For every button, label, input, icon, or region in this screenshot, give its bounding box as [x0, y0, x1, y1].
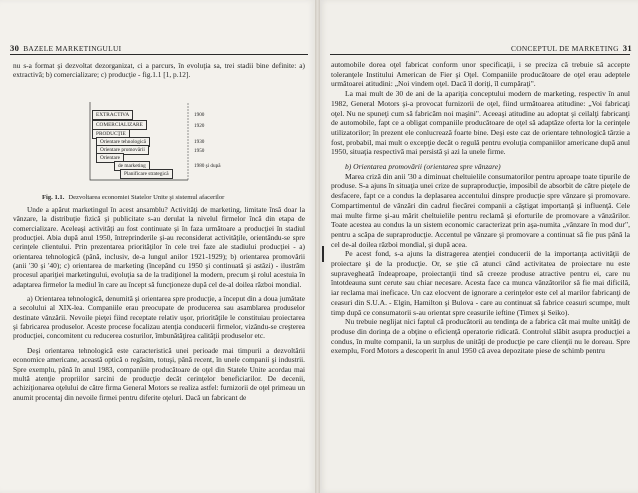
stage-year-3: 1930 — [194, 139, 205, 145]
page-number-left: 30 — [10, 43, 20, 53]
left-paragraph-3: Deşi orientarea tehnologică este caracteristică unei perioade mai timpurii a dezvoltării economice americane, această optică o regăsim, totuşi, până recent, în unele companii şi industrii. Spre exemplu, până în anul 1983, companiile producătoare de oţel din Statele Unite acordau mai multă atenţie propriilor sarcini de producţie decât cerinţelor beneficiarilor. De decenii, achiziţionarea oţelului de către firma General Motors se realiza astfel: furnizorii de oţel primeau un anumit procentaj din nevoile firmei pentru diferite oţeluri. Dacă un fabricant de — [13, 345, 305, 402]
right-paragraph-1: automobile dorea oţel fabricat conform unor specificaţii, i se preciza că trebuie să accepte toleranţele Institului American de Fier şi Oţel. Companiile producătoare de oţel erau adeptele următoarei atitudini: „Noi vindem oţel. Dacă îl doriţi, îl cumpăraţi". — [331, 60, 630, 89]
stages-diagram — [70, 98, 240, 184]
page-number-right: 31 — [622, 43, 632, 53]
header-rule-right — [330, 54, 630, 55]
running-head-left-title: BAZELE MARKETINGULUI — [23, 44, 122, 53]
right-paragraph-5: Nu trebuie neglijat nici faptul că producătorii au tendinţa de a fabrica cât mai multe unităţi de produse din dorinţa de a obţine o eficienţă operatorie ridicată. Controlul slăbit asupra producţiei a condus, în multe companii, la un surplus de unităţi de producţie pe care clienţii nu le doreau. Spre exemplu, Ford Motors a descoperit în anul 1950 că avea depozitate piese de schimb pentru — [331, 317, 630, 356]
right-paragraph-4: Pe acest fond, s-a ajuns la distragerea atenţiei conducerii de la importanţa activităţii de proiectare şi de la producţie. Or, se ştie că atunci când activitatea de proiectare nu este supravegheată îndeaproape, proiectanţii tind să creeze produse atractive pentru ei, care nu întotdeauna sunt cerute sau chiar necesare. Acesta face ca munca vânzătorilor să fie mai dificilă, iar reclama mai ineficace. Un caz elocvent de ignorare a cerinţelor este cel al marilor fabricanţi de ceasuri din S.U.A. - Elgin, Hamilton şi Bulova - care au continuat să fabrice ceasuri scumpe, mult timp după ce consumatorii s-au orientat spre ceasurile ieftine (Timex şi Seiko). — [331, 249, 630, 317]
stage-year-4: 1950 — [194, 148, 205, 154]
book-gutter — [315, 0, 320, 493]
stage-box-0: EXTRACTIVA — [92, 110, 133, 120]
figure-caption-text: Dezvoltarea economiei Statelor Unite şi sistemul afacerilor — [68, 194, 225, 201]
left-intro-text — [13, 61, 305, 80]
stage-box-6: de marketing — [114, 161, 150, 171]
margin-mark — [322, 246, 324, 262]
figure-caption — [42, 194, 224, 201]
right-paragraph-3: Marea criză din anii '30 a diminuat cheltuielile consumatorilor pentru aproape toate tipurile de produse. S-a ajuns în situaţia unei crize de supraproducţie, imposibil de absorbit de către pieţele de desfacere, fapt ce a condus la deplasarea accentului dinspre producţie spre vânzare şi promovare. Compartimentul de vânzări din cadrul fiecărei companii a câştigat importanţă şi influenţă. Cele mai multe firme şi-au mărit cheltuielile pentru reclamă şi eforturile de promovare a vânzărilor. Toate acestea au condus la un sistem economic caracterizat prin aşa-numita „vânzare în mod dur", pentru a scăpa de supraproducţie. Accentul pe vânzare şi promovare a continuat să fie pus până la cel de-al doilea război mondial, şi după acea. — [331, 171, 630, 249]
stage-box-4: Orientare promovării — [96, 145, 149, 155]
left-paragraph-1: Unde a apărut marketingul în acest ansamblu? Activităţi de marketing, limitate însă doar la vânzare, la distribuţie fizică şi publicitate s-au derulat la nivelul firmelor încă din etapa de comercializare. Aceleaşi activităţi au fost continuate şi în faza următoare a producţiei în stadiul producţiei. Abia după anul 1950, întreprinderile şi-au reconsiderat activităţile, orientându-se spre cerinţele clientului. Prin prezentarea priorităţilor în cele trei faze ale stadiului producţiei - a) orientarea tehnologică (până, inclusiv, de-a lungul anilor 1921-1929); b) orientarea promovării (anii '30 şi '40); c) orientarea de marketing (începând cu 1950 şi continuată şi astăzi) - ilustrăm procesul apariţiei marketingului, evoluţia sa de la tradiţionel la modern, precum şi rolul acestuia în adaptarea firmelor la mediul în care au încept să funcţioneze după cel de-al doilea război mondial. — [13, 205, 305, 289]
stage-box-2: PRODUCŢIE — [92, 129, 130, 139]
stage-box-5: Orientare — [96, 153, 124, 163]
stage-box-1: COMERCIALIZARE — [92, 120, 147, 130]
stage-box-7: Planificare strategică — [120, 169, 173, 179]
stage-year-6: 1980 şi după — [194, 163, 221, 169]
left-body-text — [13, 205, 305, 402]
running-head-left — [10, 43, 121, 53]
running-head-right-title: CONCEPTUL DE MARKETING — [511, 44, 619, 53]
right-paragraph-2: La mai mult de 30 de ani de la apariţia conceptului modern de marketing, respectiv în anul 1982, General Motors şi-a provocat furnizorii de oţel, fiind următoarea atitudine: „Voi fabricaţi oţel. Nu ne spuneţi cum să fabricăm noi maşini". Aceeaşi atitudine au adoptat şi ceilalţi fabricanţi de automobile, fapt ce a obligat companiile producătoare de oţel să adaptăze oferta lor la cerinţele utilizatorilor; în prezent ele conlucrează foarte bine. Deşi este caz de orientare tehnologică târzie a fost, probabil, mai mult o excepţie decât o regulă pentru evoluţia companiilor americane după anul 1950, situaţia respectivă mai persistă şi azi la unele firme. — [331, 89, 630, 157]
right-body-text — [331, 60, 630, 356]
running-head-right — [511, 43, 632, 53]
figure-caption-number: Fig. 1.1. — [42, 194, 65, 201]
left-paragraph-2: a) Orientarea tehnologică, denumită şi orientarea spre producţie, a început din a doua jumătate a secolului al XIX-lea. Companiile erau preocupate de producerea sau asamblarea produselor destinate vânzării. Nevoile pieţei fiind receptate relativ uşor, priorităţile le constituiau proiectarea şi fabricarea produselor. Aceste procese focalizau atenţia conducerii firmelor, vizându-se creşterea producţiei, concomitent cu reducerea costurilor, îmbunătăţirea calităţii produselor etc. — [13, 294, 305, 341]
stage-year-1: 1920 — [194, 123, 205, 129]
header-rule-left — [10, 54, 308, 55]
left-intro-paragraph: nu s-a format şi dezvoltat dezorganizat, ci a parcurs, în evoluţia sa, trei stadii bine definite: a) extractivă; b) comercializare; c) producţie - fig.1.1 [1, p.12]. — [13, 61, 305, 80]
right-section-heading: b) Orientarea promovării (orientarea spre vânzare) — [345, 162, 501, 172]
stage-box-3: Orientare tehnologică — [96, 137, 150, 147]
stage-year-0: 1900 — [194, 112, 205, 118]
